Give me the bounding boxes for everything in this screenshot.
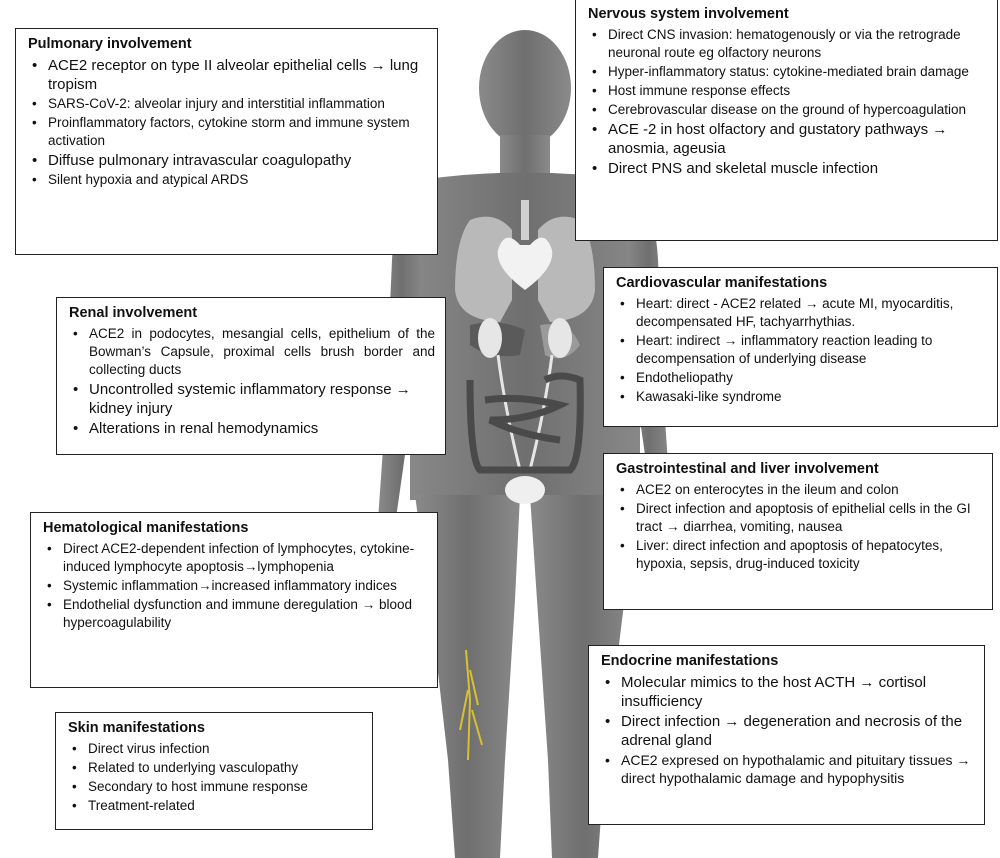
list-item: • Endothelial dysfunction and immune deregulation → blood hypercoagulability [43, 596, 427, 632]
cardio-title: Cardiovascular manifestations [616, 275, 828, 291]
pulmonary-involvement-box [15, 28, 438, 255]
list-item: • Direct PNS and skeletal muscle infection [588, 159, 987, 178]
list-item: • Treatment-related [68, 797, 362, 815]
list-item: • ACE2 expresed on hypothalamic and pituitary tissues → direct hypothalamic damage and hypophysitis [601, 751, 974, 787]
endo-list [601, 673, 974, 787]
skin-manifestations-box [55, 712, 373, 830]
list-item: • Direct virus infection [68, 740, 362, 758]
list-item: • Alterations in renal hemodynamics [69, 419, 435, 438]
nervous-system-box [575, 0, 998, 241]
list-item: • Cerebrovascular disease on the ground of hypercoagulation [588, 101, 987, 119]
endocrine-box [588, 645, 985, 825]
list-item: • Direct infection → degeneration and necrosis of the adrenal gland [601, 712, 974, 750]
renal-title: Renal involvement [69, 305, 198, 321]
list-item: • Systemic inflammation→increased inflammatory indices [43, 577, 427, 595]
list-item: • Hyper-inflammatory status: cytokine-mediated brain damage [588, 63, 987, 81]
nervous-list [588, 26, 987, 178]
gi-title: Gastrointestinal and liver involvement [616, 461, 879, 477]
list-item: • Direct infection and apoptosis of epithelial cells in the GI tract → diarrhea, vomiting, nausea [616, 500, 982, 536]
list-item: • ACE2 in podocytes, mesangial cells, epithelium of the Bowman’s Capsule, proximal cells brush border and collecting ducts [69, 325, 435, 379]
cardiovascular-box [603, 267, 998, 427]
cardio-list [616, 295, 987, 406]
list-item: • Molecular mimics to the host ACTH → cortisol insufficiency [601, 673, 974, 711]
renal-involvement-box [56, 297, 446, 455]
list-item: • Kawasaki-like syndrome [616, 388, 987, 406]
list-item: • Diffuse pulmonary intravascular coagulopathy [28, 151, 427, 170]
list-item: • Direct ACE2-dependent infection of lymphocytes, cytokine-induced lymphocyte apoptosis→lymphopenia [43, 540, 427, 576]
hema-list [43, 540, 427, 632]
pulmonary-title: Pulmonary involvement [28, 36, 192, 52]
list-item: • Silent hypoxia and atypical ARDS [28, 171, 427, 189]
list-item: • Host immune response effects [588, 82, 987, 100]
list-item: • ACE2 receptor on type II alveolar epithelial cells → lung tropism [28, 56, 427, 94]
list-item: • ACE -2 in host olfactory and gustatory pathways → anosmia, ageusia [588, 120, 987, 158]
list-item: • Related to underlying vasculopathy [68, 759, 362, 777]
list-item: • Heart: indirect → inflammatory reaction leading to decompensation of underlying disease [616, 332, 987, 368]
list-item: • Endotheliopathy [616, 369, 987, 387]
hematological-box [30, 512, 438, 688]
list-item: • Uncontrolled systemic inflammatory response → kidney injury [69, 380, 435, 418]
list-item: • Secondary to host immune response [68, 778, 362, 796]
skin-title: Skin manifestations [68, 720, 205, 736]
endo-title: Endocrine manifestations [601, 653, 779, 669]
renal-list [69, 325, 435, 438]
list-item: • Heart: direct - ACE2 related → acute MI, myocarditis, decompensated HF, tachyarrhythias. [616, 295, 987, 331]
pulmonary-list [28, 56, 427, 189]
gastrointestinal-liver-box [603, 453, 993, 610]
skin-list [68, 740, 362, 815]
nervous-title: Nervous system involvement [588, 6, 789, 22]
bladder-icon [505, 476, 545, 504]
list-item: • SARS-CoV-2: alveolar injury and interstitial inflammation [28, 95, 427, 113]
list-item: • Liver: direct infection and apoptosis of hepatocytes, hypoxia, sepsis, drug-induced toxicity [616, 537, 982, 573]
list-item: • Proinflammatory factors, cytokine storm and immune system activation [28, 114, 427, 150]
gi-list [616, 481, 982, 573]
list-item: • ACE2 on enterocytes in the ileum and colon [616, 481, 982, 499]
hema-title: Hematological manifestations [43, 520, 249, 536]
list-item: • Direct CNS invasion: hematogenously or via the retrograde neuronal route eg olfactory neurons [588, 26, 987, 62]
